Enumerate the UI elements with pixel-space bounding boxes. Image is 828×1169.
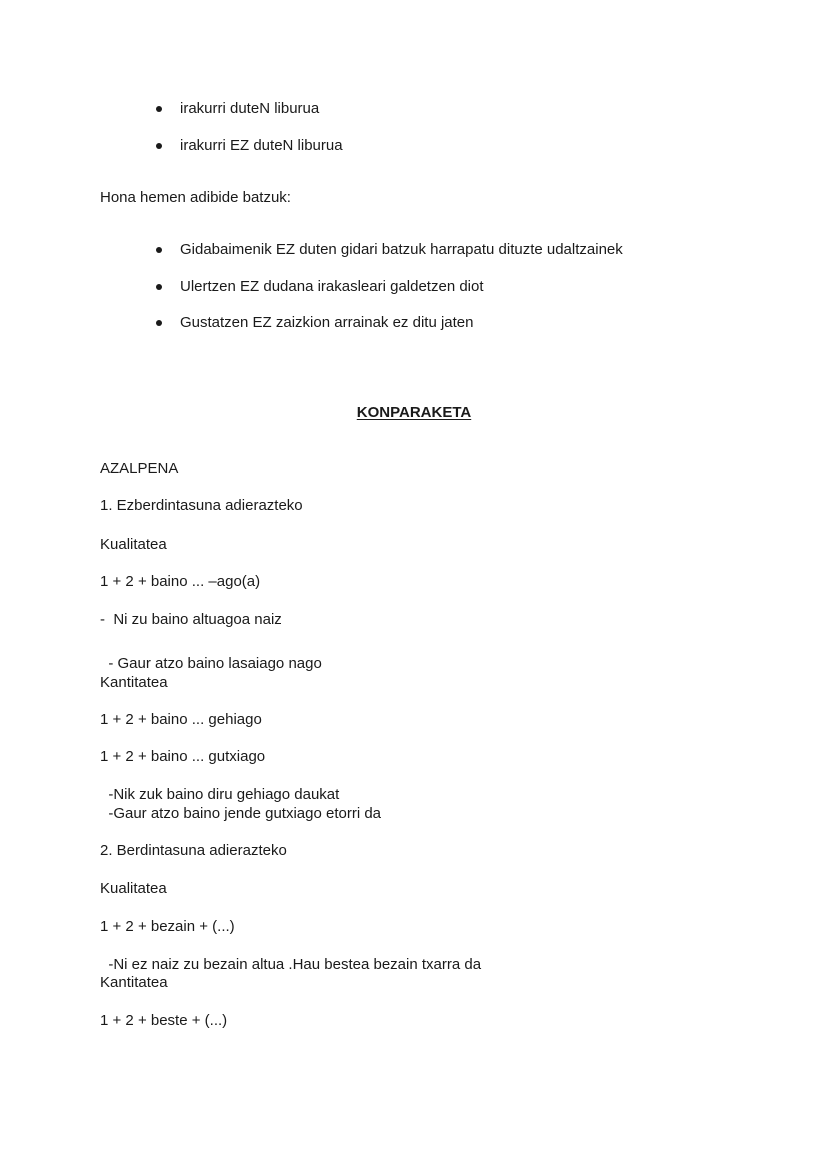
list-item: Gustatzen EZ zaizkion arrainak ez ditu jaten bbox=[180, 314, 474, 331]
formula: 1 + 2 + baino ... gutxiago bbox=[100, 748, 266, 765]
label: Kualitatea bbox=[100, 880, 167, 897]
formula: 1 + 2 + bezain + (...) bbox=[100, 918, 235, 935]
label: Kantitatea bbox=[100, 674, 168, 691]
example: -Ni ez naiz zu bezain altua .Hau bestea bezain txarra da bbox=[100, 956, 482, 973]
formula: 1 + 2 + beste + (...) bbox=[100, 1012, 228, 1029]
subheading: AZALPENA bbox=[100, 460, 179, 477]
example: -Nik zuk baino diru gehiago daukat bbox=[100, 786, 340, 803]
formula: 1 + 2 + baino ... gehiago bbox=[100, 711, 262, 728]
bullet-dot bbox=[156, 284, 162, 290]
formula: 1 + 2 + baino ... –ago(a) bbox=[100, 573, 261, 590]
bullet-dot bbox=[156, 247, 162, 253]
bullet-dot bbox=[156, 106, 162, 112]
bullet-dot bbox=[156, 320, 162, 326]
example: - Gaur atzo baino lasaiago nago bbox=[100, 655, 322, 672]
label: Kantitatea bbox=[100, 974, 168, 991]
bullet-dot bbox=[156, 143, 162, 149]
intro-text: Hona hemen adibide batzuk: bbox=[100, 189, 291, 206]
example: - Ni zu baino altuagoa naiz bbox=[100, 611, 282, 628]
list-item: Gidabaimenik EZ duten gidari batzuk harrapatu dituzte udaltzainek bbox=[180, 241, 623, 258]
list-item: irakurri duteN liburua bbox=[180, 100, 320, 117]
subheading: 2. Berdintasuna adierazteko bbox=[100, 842, 287, 859]
section-heading: KONPARAKETA bbox=[356, 404, 472, 421]
list-item: Ulertzen EZ dudana irakasleari galdetzen diot bbox=[180, 278, 484, 295]
subheading: 1. Ezberdintasuna adierazteko bbox=[100, 497, 303, 514]
list-item: irakurri EZ duteN liburua bbox=[180, 137, 343, 154]
label: Kualitatea bbox=[100, 536, 167, 553]
example: -Gaur atzo baino jende gutxiago etorri da bbox=[100, 805, 382, 822]
